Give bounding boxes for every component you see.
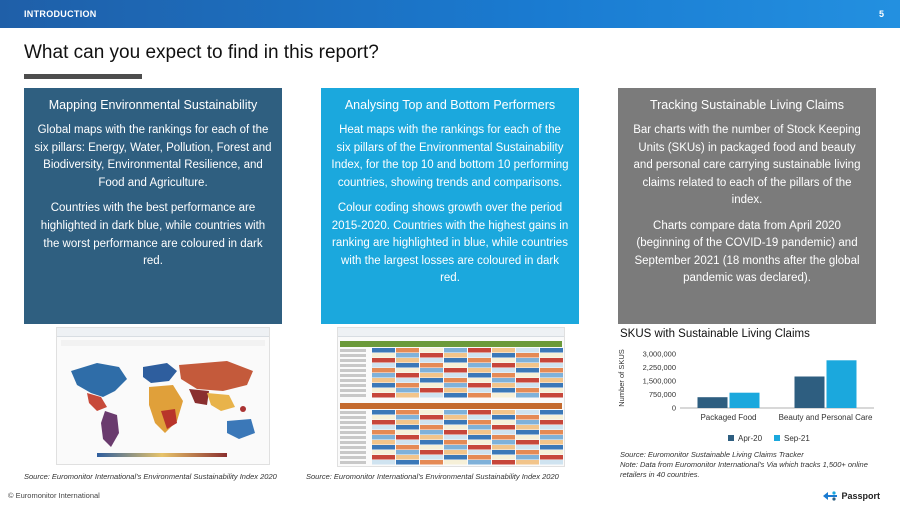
heatmap-cell <box>372 383 395 388</box>
heatmap-row-label <box>340 411 366 414</box>
heatmap-row-label <box>340 421 366 424</box>
category-label: Beauty and Personal Care <box>778 413 873 422</box>
chart-source: Source: Euromonitor Sustainable Living Claims Tracker <box>620 450 804 459</box>
heatmap-cell <box>468 373 491 378</box>
y-tick-label: 0 <box>671 403 676 413</box>
heatmap-cell <box>396 388 419 393</box>
panel-mapping <box>24 88 282 324</box>
heatmap-cell <box>420 440 443 445</box>
heatmap-row-label <box>340 384 366 387</box>
heatmap-cell <box>540 440 563 445</box>
heatmap-cell <box>516 410 539 415</box>
heatmap-cell <box>492 348 515 353</box>
heatmap-cell <box>396 415 419 420</box>
section-label: INTRODUCTION <box>24 9 97 19</box>
heatmap-row-label <box>340 354 366 357</box>
heatmap-cell <box>420 450 443 455</box>
heatmap-cell <box>420 425 443 430</box>
heatmap-cell <box>468 363 491 368</box>
passport-icon <box>822 490 838 502</box>
heatmap-cell <box>444 460 467 465</box>
heatmap-cell <box>372 420 395 425</box>
heatmap-cell <box>420 445 443 450</box>
heatmap-cell <box>444 410 467 415</box>
heatmap-cell <box>516 425 539 430</box>
heatmap-cell <box>468 430 491 435</box>
panel-paragraph: Colour coding shows growth over the period 2015-2020. Countries with the highest gains in ranking are highlighted in blue, while countries with the largest losses are coloured in dark red. <box>331 202 569 284</box>
heatmap-cell <box>372 445 395 450</box>
heatmap-cell <box>420 388 443 393</box>
heatmap-cell <box>540 358 563 363</box>
heatmap-cell <box>372 388 395 393</box>
heatmap-source: Source: Euromonitor International's Environmental Sustainability Index 2020 <box>306 472 559 481</box>
heatmap-cell <box>372 415 395 420</box>
heatmap-cell <box>492 373 515 378</box>
world-map-thumbnail <box>56 327 270 465</box>
heatmap-cell <box>372 450 395 455</box>
heatmap-cell <box>396 430 419 435</box>
heatmap-cell <box>444 435 467 440</box>
heatmap-row-label <box>340 394 366 397</box>
heatmap-row-label <box>340 364 366 367</box>
heatmap-cell <box>396 445 419 450</box>
heatmap-cell <box>468 353 491 358</box>
heatmap-cell <box>492 445 515 450</box>
heatmap-cell <box>468 358 491 363</box>
heatmap-cell <box>492 450 515 455</box>
heatmap-cell <box>468 455 491 460</box>
heatmap-cell <box>540 368 563 373</box>
heatmap-cell <box>468 368 491 373</box>
heatmap-row-label <box>340 441 366 444</box>
heatmap-row-label <box>340 369 366 372</box>
heatmap-cell <box>540 425 563 430</box>
heatmap-cell <box>444 373 467 378</box>
heatmap-cell <box>372 425 395 430</box>
heatmap-cell <box>396 368 419 373</box>
heatmap-cell <box>468 383 491 388</box>
heatmap-cell <box>492 393 515 398</box>
heatmap-cell <box>540 353 563 358</box>
heatmap-cell <box>516 348 539 353</box>
heatmap-cell <box>516 435 539 440</box>
heatmap-cell <box>540 445 563 450</box>
heatmap-cell <box>396 393 419 398</box>
world-map-graphic <box>57 349 269 461</box>
heatmap-cell <box>420 383 443 388</box>
heatmap-cell <box>516 353 539 358</box>
panel-tracking <box>618 88 876 324</box>
heatmap-row-label <box>340 359 366 362</box>
heatmap-cell <box>420 393 443 398</box>
heatmap-cell <box>516 383 539 388</box>
heatmap-cell <box>444 368 467 373</box>
map-source: Source: Euromonitor International's Environmental Sustainability Index 2020 <box>24 472 277 481</box>
heatmap-cell <box>492 388 515 393</box>
sku-bar-chart <box>618 344 880 448</box>
heatmap-cell <box>492 363 515 368</box>
heatmap-cell <box>396 383 419 388</box>
thumbnail-subheader <box>61 340 265 346</box>
y-tick-label: 1,500,000 <box>642 376 676 386</box>
heatmap-row-label <box>340 456 366 459</box>
heatmap-graphic <box>338 337 564 465</box>
heatmap-cell <box>468 348 491 353</box>
heatmap-cell <box>540 420 563 425</box>
heatmap-cell <box>396 435 419 440</box>
passport-logo <box>822 490 880 502</box>
heatmap-cell <box>516 430 539 435</box>
heatmap-cell <box>444 358 467 363</box>
heatmap-cell <box>420 415 443 420</box>
heatmap-cell <box>444 383 467 388</box>
y-tick-label: 3,000,000 <box>642 349 676 359</box>
heatmap-cell <box>516 378 539 383</box>
heatmap-cell <box>492 430 515 435</box>
legend-label-apr20: Apr-20 <box>738 434 763 443</box>
heatmap-cell <box>540 388 563 393</box>
heatmap-row-label <box>340 389 366 392</box>
heatmap-cell <box>420 455 443 460</box>
y-axis-label: Number of SKUS <box>617 349 626 407</box>
heatmap-cell <box>468 378 491 383</box>
heatmap-cell <box>492 420 515 425</box>
heatmap-cell <box>516 373 539 378</box>
heatmap-cell <box>540 393 563 398</box>
heatmap-cell <box>444 363 467 368</box>
heatmap-cell <box>420 430 443 435</box>
heatmap-cell <box>516 358 539 363</box>
heatmap-cell <box>540 415 563 420</box>
heatmap-cell <box>396 420 419 425</box>
heatmap-cell <box>396 440 419 445</box>
heatmap-cell <box>396 363 419 368</box>
heatmap-cell <box>444 420 467 425</box>
heatmap-cell <box>540 460 563 465</box>
heatmap-cell <box>540 348 563 353</box>
panel-paragraph: Charts compare data from April 2020 (beginning of the COVID-19 pandemic) and September 2021 (18 months after the global pandemic was declared). <box>634 219 860 284</box>
heatmap-cell <box>492 410 515 415</box>
heatmap-cell <box>372 378 395 383</box>
heatmap-cell <box>444 415 467 420</box>
heatmap-cell <box>372 348 395 353</box>
legend-swatch-apr20 <box>728 435 734 441</box>
heatmap-cell <box>492 368 515 373</box>
heatmap-cell <box>444 353 467 358</box>
heatmap-cell <box>540 378 563 383</box>
panel-paragraph: Global maps with the rankings for each of the six pillars: Energy, Water, Pollution, Forest and Biodiversity, Environmental Resilience, and Food and Agriculture. <box>34 124 272 189</box>
heatmap-row-label <box>340 431 366 434</box>
heatmap-cell <box>444 425 467 430</box>
heatmap-cell <box>516 440 539 445</box>
heatmap-cell <box>468 415 491 420</box>
heatmap-cell <box>516 393 539 398</box>
heatmap-cell <box>444 393 467 398</box>
category-label: Packaged Food <box>700 413 757 422</box>
heatmap-cell <box>492 435 515 440</box>
heatmap-cell <box>444 378 467 383</box>
heatmap-cell <box>372 353 395 358</box>
heatmap-cell <box>540 373 563 378</box>
chart-title: SKUS with Sustainable Living Claims <box>620 328 810 340</box>
heatmap-cell <box>396 348 419 353</box>
heatmap-cell <box>396 378 419 383</box>
heatmap-cell <box>372 373 395 378</box>
heatmap-cell <box>372 440 395 445</box>
heatmap-cell <box>396 460 419 465</box>
heatmap-cell <box>372 430 395 435</box>
heatmap-cell <box>492 425 515 430</box>
heatmap-cell <box>420 368 443 373</box>
heatmap-cell <box>372 455 395 460</box>
heatmap-cell <box>396 410 419 415</box>
heatmap-cell <box>516 420 539 425</box>
heatmap-cell <box>540 430 563 435</box>
heatmap-cell <box>468 460 491 465</box>
heatmap-cell <box>372 363 395 368</box>
panel-paragraph: Bar charts with the number of Stock Keeping Units (SKUs) in packaged food and beauty and personal care carrying sustainable living claims related to each of the pillars of the index. <box>633 124 861 206</box>
y-tick-label: 2,250,000 <box>642 363 676 372</box>
heatmap-row-label <box>340 379 366 382</box>
heatmap-cell <box>468 425 491 430</box>
heatmap-cell <box>444 430 467 435</box>
heatmap-cell <box>492 455 515 460</box>
heatmap-row-label <box>340 426 366 429</box>
heatmap-cell <box>492 440 515 445</box>
heatmap-cell <box>444 440 467 445</box>
heatmap-cell <box>420 410 443 415</box>
heatmap-cell <box>540 383 563 388</box>
heatmap-cell <box>372 460 395 465</box>
heatmap-cell <box>420 435 443 440</box>
heatmap-cell <box>396 455 419 460</box>
heatmap-cell <box>396 373 419 378</box>
heatmap-cell <box>468 440 491 445</box>
heatmap-cell <box>468 388 491 393</box>
heatmap-cell <box>516 388 539 393</box>
heatmap-cell <box>468 450 491 455</box>
heatmap-cell <box>420 460 443 465</box>
heatmap-header-row <box>340 403 562 409</box>
page-title: What can you expect to find in this report? <box>24 42 379 63</box>
heatmap-cell <box>372 358 395 363</box>
thumbnail-header <box>338 328 564 337</box>
heatmap-header-row <box>340 341 562 347</box>
heatmap-cell <box>468 393 491 398</box>
chart-note: Note: Data from Euromonitor International's Via which tracks 1,500+ online retailers in 40 countries. <box>620 460 868 479</box>
panel-heading: Analysing Top and Bottom Performers <box>344 98 556 112</box>
bar-sep-21-0 <box>730 393 760 408</box>
heatmap-cell <box>396 358 419 363</box>
heatmap-row-label <box>340 436 366 439</box>
page-number: 5 <box>878 9 884 19</box>
heatmap-cell <box>444 445 467 450</box>
bar-apr-20-0 <box>698 397 728 408</box>
header-bar <box>0 0 900 28</box>
heatmap-cell <box>540 450 563 455</box>
heatmap-row-label <box>340 461 366 464</box>
bar-apr-20-1 <box>795 377 825 409</box>
chart-source-note <box>620 450 890 480</box>
panel-heading: Tracking Sustainable Living Claims <box>649 98 845 112</box>
panel-analysing <box>321 88 579 324</box>
heatmap-cell <box>468 435 491 440</box>
heatmap-cell <box>396 425 419 430</box>
heatmap-cell <box>420 363 443 368</box>
heatmap-cell <box>492 415 515 420</box>
legend-swatch-sep21 <box>774 435 780 441</box>
heatmap-cell <box>444 450 467 455</box>
heatmap-thumbnail <box>337 327 565 467</box>
heatmap-cell <box>492 378 515 383</box>
heatmap-cell <box>516 363 539 368</box>
heatmap-cell <box>444 348 467 353</box>
panel-paragraph: Heat maps with the rankings for each of the six pillars of the Environmental Sustainability Index, for the top 10 and bottom 10 performing countries, showing trends and comparisons. <box>331 124 569 189</box>
heatmap-cell <box>540 435 563 440</box>
bar-sep-21-1 <box>827 360 857 408</box>
heatmap-cell <box>396 353 419 358</box>
thumbnail-header <box>57 328 269 337</box>
title-underline <box>24 74 142 79</box>
heatmap-cell <box>444 388 467 393</box>
heatmap-cell <box>468 445 491 450</box>
heatmap-cell <box>516 450 539 455</box>
panel-heading: Mapping Environmental Sustainability <box>48 98 258 112</box>
heatmap-cell <box>516 455 539 460</box>
y-tick-label: 750,000 <box>648 390 676 399</box>
heatmap-cell <box>516 445 539 450</box>
heatmap-cell <box>540 455 563 460</box>
heatmap-cell <box>516 415 539 420</box>
heatmap-cell <box>420 358 443 363</box>
heatmap-cell <box>492 383 515 388</box>
heatmap-row-label <box>340 416 366 419</box>
heatmap-cell <box>468 420 491 425</box>
heatmap-cell <box>372 435 395 440</box>
heatmap-cell <box>420 373 443 378</box>
brand-name: Passport <box>841 491 880 501</box>
heatmap-cell <box>492 358 515 363</box>
heatmap-cell <box>420 348 443 353</box>
heatmap-cell <box>396 450 419 455</box>
heatmap-row-label <box>340 349 366 352</box>
heatmap-cell <box>420 353 443 358</box>
heatmap-cell <box>372 410 395 415</box>
heatmap-cell <box>516 460 539 465</box>
heatmap-cell <box>444 455 467 460</box>
heatmap-cell <box>516 368 539 373</box>
legend-label-sep21: Sep-21 <box>784 434 810 443</box>
heatmap-cell <box>372 368 395 373</box>
heatmap-cell <box>492 353 515 358</box>
heatmap-cell <box>540 363 563 368</box>
heatmap-row-label <box>340 446 366 449</box>
heatmap-cell <box>372 393 395 398</box>
copyright: © Euromonitor International <box>8 491 100 500</box>
panel-paragraph: Countries with the best performance are highlighted in dark blue, while countries with the worst performance are coloured in dark red. <box>40 202 266 268</box>
heatmap-cell <box>492 460 515 465</box>
heatmap-cell <box>420 420 443 425</box>
heatmap-cell <box>540 410 563 415</box>
heatmap-row-label <box>340 374 366 377</box>
heatmap-cell <box>420 378 443 383</box>
heatmap-row-label <box>340 451 366 454</box>
heatmap-cell <box>468 410 491 415</box>
